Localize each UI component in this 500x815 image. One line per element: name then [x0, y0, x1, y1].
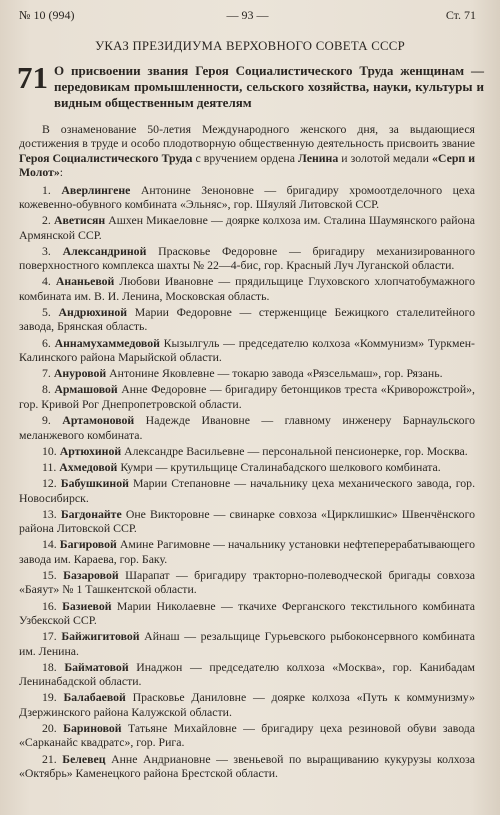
- intro-order-emphasis: Ленина: [298, 150, 339, 165]
- awardee-entry: [19, 752, 475, 781]
- awardee-surname: Базиевой: [62, 598, 112, 613]
- awardee-surname: Аннамухаммедовой: [54, 335, 160, 350]
- awardee-details: Прасковье Федоровне — бригадиру механизированного поверхностного комплекса шахты № 22—4-бис, гор. Красный Луч Луганской области.: [19, 243, 476, 273]
- awardee-entry: [19, 244, 475, 273]
- awardee-number: 11.: [42, 459, 57, 474]
- awardee-number: 15.: [42, 567, 57, 582]
- awardee-details: Марии Степановне — начальнику цеха механического завода, гор. Новосибирск.: [19, 476, 476, 505]
- awardee-surname: Александриной: [62, 243, 147, 258]
- awardee-surname: Базаровой: [63, 567, 119, 582]
- awardee-number: 19.: [42, 690, 57, 705]
- awardee-number: 10.: [42, 443, 57, 458]
- awardee-number: 9.: [42, 413, 51, 428]
- article-title: О присвоении звания Героя Социалистического Труда женщинам — передовикам промышленности, сельского хозяйства, науки, культуры и видным общественным деятелям: [54, 63, 484, 111]
- intro-medal-emphasis: «Серп и Молот»: [19, 150, 476, 180]
- awardee-surname: Бабушкиной: [60, 476, 129, 491]
- awardee-surname: Аветисян: [53, 213, 106, 228]
- awardee-entry: [19, 444, 475, 458]
- awardee-surname: Андрюхиной: [58, 305, 128, 320]
- awardee-number: 5.: [42, 305, 51, 320]
- awardee-number: 4.: [42, 274, 51, 289]
- awardee-number: 16.: [42, 598, 57, 613]
- awardee-details: Кызылгуль — председателю колхоза «Коммунизм» Туркмен-Калинского района Марыйской области.: [19, 335, 475, 365]
- awardee-entry: [19, 537, 475, 566]
- issue-number: № 10 (994): [19, 8, 75, 22]
- awardee-list: [19, 183, 475, 781]
- intro-text-middle: с вручением ордена: [192, 150, 298, 165]
- awardee-entry: [19, 568, 475, 597]
- awardee-entry: [19, 476, 475, 505]
- awardee-surname: Бариновой: [63, 720, 122, 735]
- awardee-entry: [19, 382, 475, 411]
- intro-title-emphasis: Героя Социалистического Труда: [19, 150, 193, 165]
- awardee-entry: [19, 721, 475, 750]
- awardee-details: Оне Викторовне — свинарке совхоза «Цирклишкис» Швенчёнского района Литовской ССР.: [19, 506, 476, 536]
- awardee-details: Марии Федоровне — стерженщице Бежицкого сталелитейного завода, Брянская область.: [19, 305, 475, 334]
- awardee-entry: [19, 660, 475, 689]
- awardee-number: 7.: [42, 366, 51, 381]
- awardee-surname: Армашовой: [54, 382, 118, 397]
- intro-paragraph: [19, 122, 475, 180]
- awardee-details: Марии Николаевне — ткачихе Ферганского текстильного комбината Узбекской ССР.: [19, 598, 475, 627]
- decree-title: УКАЗ ПРЕЗИДИУМА ВЕРХОВНОГО СОВЕТА СССР: [95, 39, 405, 53]
- awardee-details: Надежде Ивановне — главному инженеру Барнаульского меланжевого комбината.: [19, 413, 476, 442]
- awardee-entry: [19, 460, 475, 474]
- awardee-details: Антонине Зеноновне — бригадиру хромоотделочного цеха кожевенно-обувного комбината «Эльняс», гор. Шяуляй Литовской ССР.: [19, 182, 475, 212]
- awardee-surname: Ануровой: [53, 366, 107, 381]
- awardee-entry: [19, 507, 475, 536]
- awardee-surname: Белевец: [62, 751, 106, 766]
- intro-text-before: В ознаменование 50-летия Международного женского дня, за выдающиеся достижения в труде и особо плодотворную общественную деятельность присвоить звание: [19, 122, 475, 151]
- awardee-entry: [19, 366, 475, 380]
- awardee-number: 2.: [42, 213, 51, 228]
- awardee-details: Ашхен Микаеловне — доярке колхоза им. Сталина Шаумянского района Армянской ССР.: [19, 213, 476, 242]
- awardee-number: 12.: [42, 476, 57, 491]
- decree-body: [19, 122, 475, 782]
- awardee-surname: Байжигитовой: [61, 629, 140, 644]
- awardee-number: 3.: [42, 243, 51, 258]
- awardee-number: 18.: [42, 659, 57, 674]
- awardee-details: Инаджон — председателю колхоза «Москва», гор. Канибадам Ленинабадской области.: [19, 659, 476, 689]
- awardee-details: Анне Андриановне — звеньевой по выращиванию кукурузы колхоза «Октябрь» Каменецкого района Брестской области.: [19, 751, 475, 780]
- awardee-details: Анне Федоровне — бригадиру бетонщиков треста «Криворожстрой», гор. Кривой Рог Днепропетровской области.: [19, 382, 475, 411]
- awardee-details: Прасковье Даниловне — доярке колхоза «Путь к коммунизму» Дзержинского района Калужской области.: [19, 690, 475, 719]
- article-number: 71: [17, 60, 48, 95]
- awardee-details: Амине Рагимовне — начальнику установки нефтеперерабатывающего завода им. Караева, гор. Баку.: [19, 537, 476, 566]
- awardee-surname: Байматовой: [64, 659, 129, 674]
- awardee-surname: Ахмедовой: [59, 459, 118, 474]
- awardee-entry: [19, 599, 475, 628]
- awardee-entry: [19, 336, 475, 365]
- awardee-details: Антонине Яковлевне — токарю завода «Рязсельмаш», гор. Рязань.: [109, 366, 443, 381]
- article-reference: Ст. 71: [445, 8, 476, 22]
- awardee-details: Татьяне Михайловне — бригадиру цеха резиновой обуви завода «Сарканайс квадратс», гор. Рига.: [19, 720, 476, 750]
- awardee-number: 20.: [42, 720, 57, 735]
- awardee-number: 13.: [42, 506, 57, 521]
- awardee-surname: Артамоновой: [62, 413, 135, 428]
- awardee-number: 17.: [42, 629, 57, 644]
- awardee-surname: Артюхиной: [59, 443, 122, 458]
- awardee-details: Шарапат — бригадиру тракторно-полеводческой бригады совхоза «Баяут» № 1 Ташкентской области.: [19, 567, 476, 597]
- running-header: [19, 8, 476, 24]
- awardee-details: Кумри — крутильщице Сталинабадского шелкового комбината.: [120, 459, 441, 474]
- awardee-number: 1.: [42, 182, 51, 197]
- awardee-entry: [19, 629, 475, 658]
- awardee-number: 6.: [42, 335, 51, 350]
- awardee-entry: [19, 213, 475, 242]
- awardee-number: 14.: [42, 537, 57, 552]
- intro-text-middle2: и золотой медали: [338, 150, 433, 165]
- awardee-entry: [19, 183, 475, 212]
- awardee-number: 21.: [42, 751, 57, 766]
- awardee-entry: [19, 690, 475, 719]
- awardee-surname: Багировой: [59, 537, 117, 552]
- awardee-number: 8.: [42, 382, 51, 397]
- awardee-entry: [19, 274, 475, 303]
- awardee-surname: Ананьевой: [55, 274, 115, 289]
- page-number: — 93 —: [226, 8, 269, 22]
- awardee-surname: Аверлингене: [61, 182, 131, 197]
- awardee-details: Александре Васильевне — персональной пенсионерке, гор. Москва.: [124, 443, 468, 458]
- awardee-surname: Балабаевой: [63, 690, 126, 705]
- awardee-entry: [19, 305, 475, 334]
- awardee-details: Айнаш — резальщице Гурьевского рыбоконсервного комбината им. Ленина.: [19, 629, 476, 658]
- intro-text-after: :: [59, 165, 64, 180]
- awardee-entry: [19, 413, 475, 442]
- awardee-surname: Багдонайте: [60, 506, 122, 521]
- awardee-details: Любови Ивановне — прядильщице Глуховского хлопчатобумажного комбината им. В. И. Ленина, Московская область.: [19, 274, 475, 303]
